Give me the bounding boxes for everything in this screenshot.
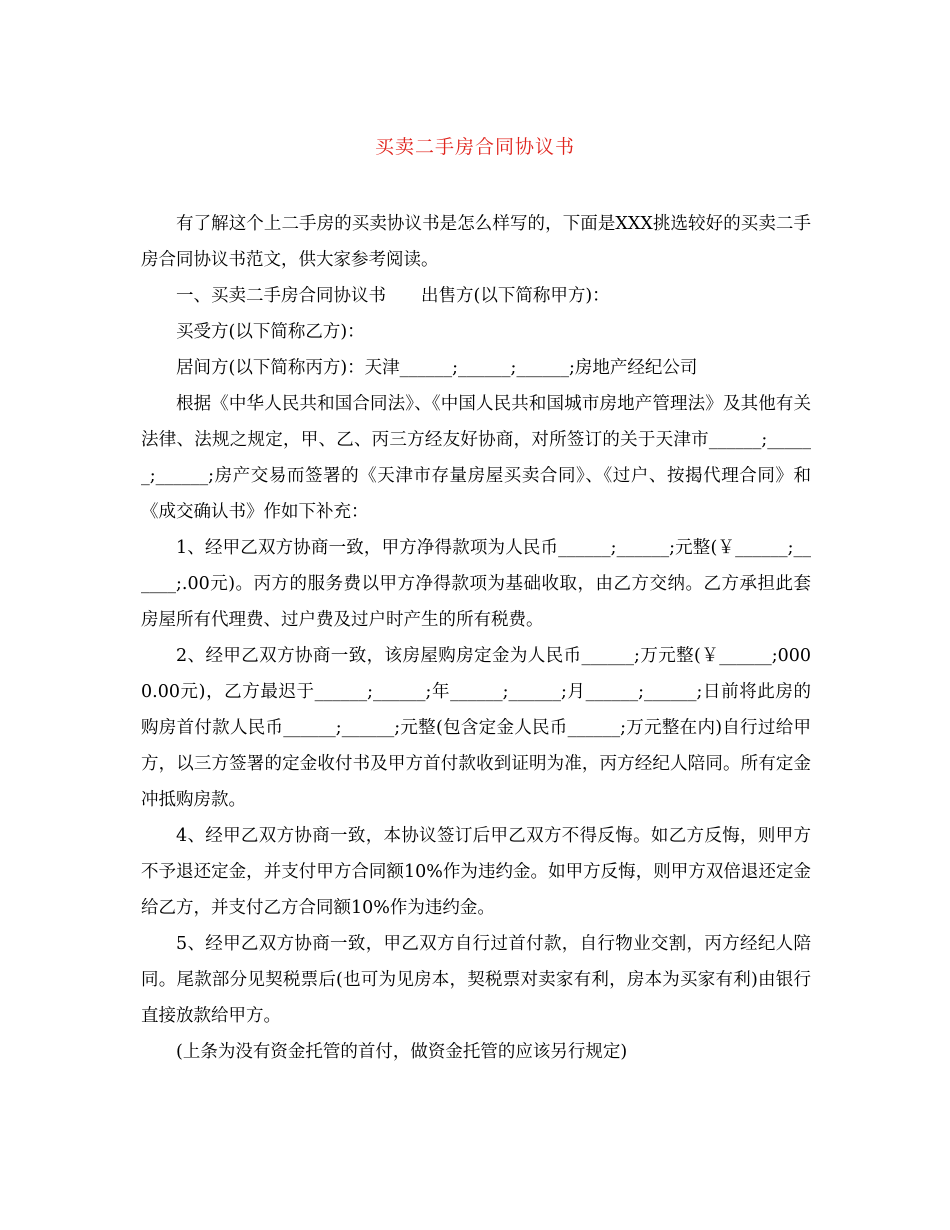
- paragraph-section-one-seller: 一、买卖二手房合同协议书 出售方(以下简称甲方)：: [176, 286, 610, 306]
- paragraph-legal-basis: 根据《中华人民共和国合同法》、《中国人民共和国城市房地产管理法》及其他有关法律、法规之规定，甲、乙、丙三方经友好协商，对所签订的关于天津市______;______;______;房产交易而签署的《天津市存量房屋买卖合同》、《过户、按揭代理合同》和《成交确认书》作如下补充：: [141, 394, 811, 522]
- paragraph-clause-2: 2、经甲乙双方协商一致，该房屋购房定金为人民币______;万元整(￥______;0000.00元)，乙方最迟于______;______;年______;______;月______;______;日前将此房的购房首付款人民币______;______;元整(包含定金人民币______;万元整在内)自行过给甲方，以三方签署的定金收付书及甲方首付款收到证明为准，丙方经纪人陪同。所有定金冲抵购房款。: [141, 646, 811, 810]
- paragraph-buyer: 买受方(以下简称乙方)：: [176, 322, 365, 342]
- document-title: 买卖二手房合同协议书: [374, 136, 575, 158]
- paragraph-clause-1: 1、经甲乙双方协商一致，甲方净得款项为人民币______;______;元整(￥______;______;.00元)。丙方的服务费以甲方净得款项为基础收取，由乙方交纳。乙方承担此套房屋所有代理费、过户费及过户时产生的所有税费。: [141, 538, 811, 630]
- document-body: [141, 206, 811, 1070]
- paragraph-note: (上条为没有资金托管的首付，做资金托管的应该另行规定): [176, 1042, 628, 1062]
- paragraph-intro: 有了解这个上二手房的买卖协议书是怎么样写的，下面是XXX挑选较好的买卖二手房合同协议书范文，供大家参考阅读。: [141, 214, 811, 270]
- paragraph-clause-4: 4、经甲乙双方协商一致，本协议签订后甲乙双方不得反悔。如乙方反悔，则甲方不予退还定金，并支付甲方合同额10%作为违约金。如甲方反悔，则甲方双倍退还定金给乙方，并支付乙方合同额10%作为违约金。: [141, 826, 811, 918]
- paragraph-agent: 居间方(以下简称丙方)：天津______;______;______;房地产经纪公司: [176, 358, 698, 378]
- paragraph-clause-5: 5、经甲乙双方协商一致，甲乙双方自行过首付款，自行物业交割，丙方经纪人陪同。尾款部分见契税票后(也可为见房本，契税票对卖家有利，房本为买家有利)由银行直接放款给甲方。: [141, 934, 811, 1026]
